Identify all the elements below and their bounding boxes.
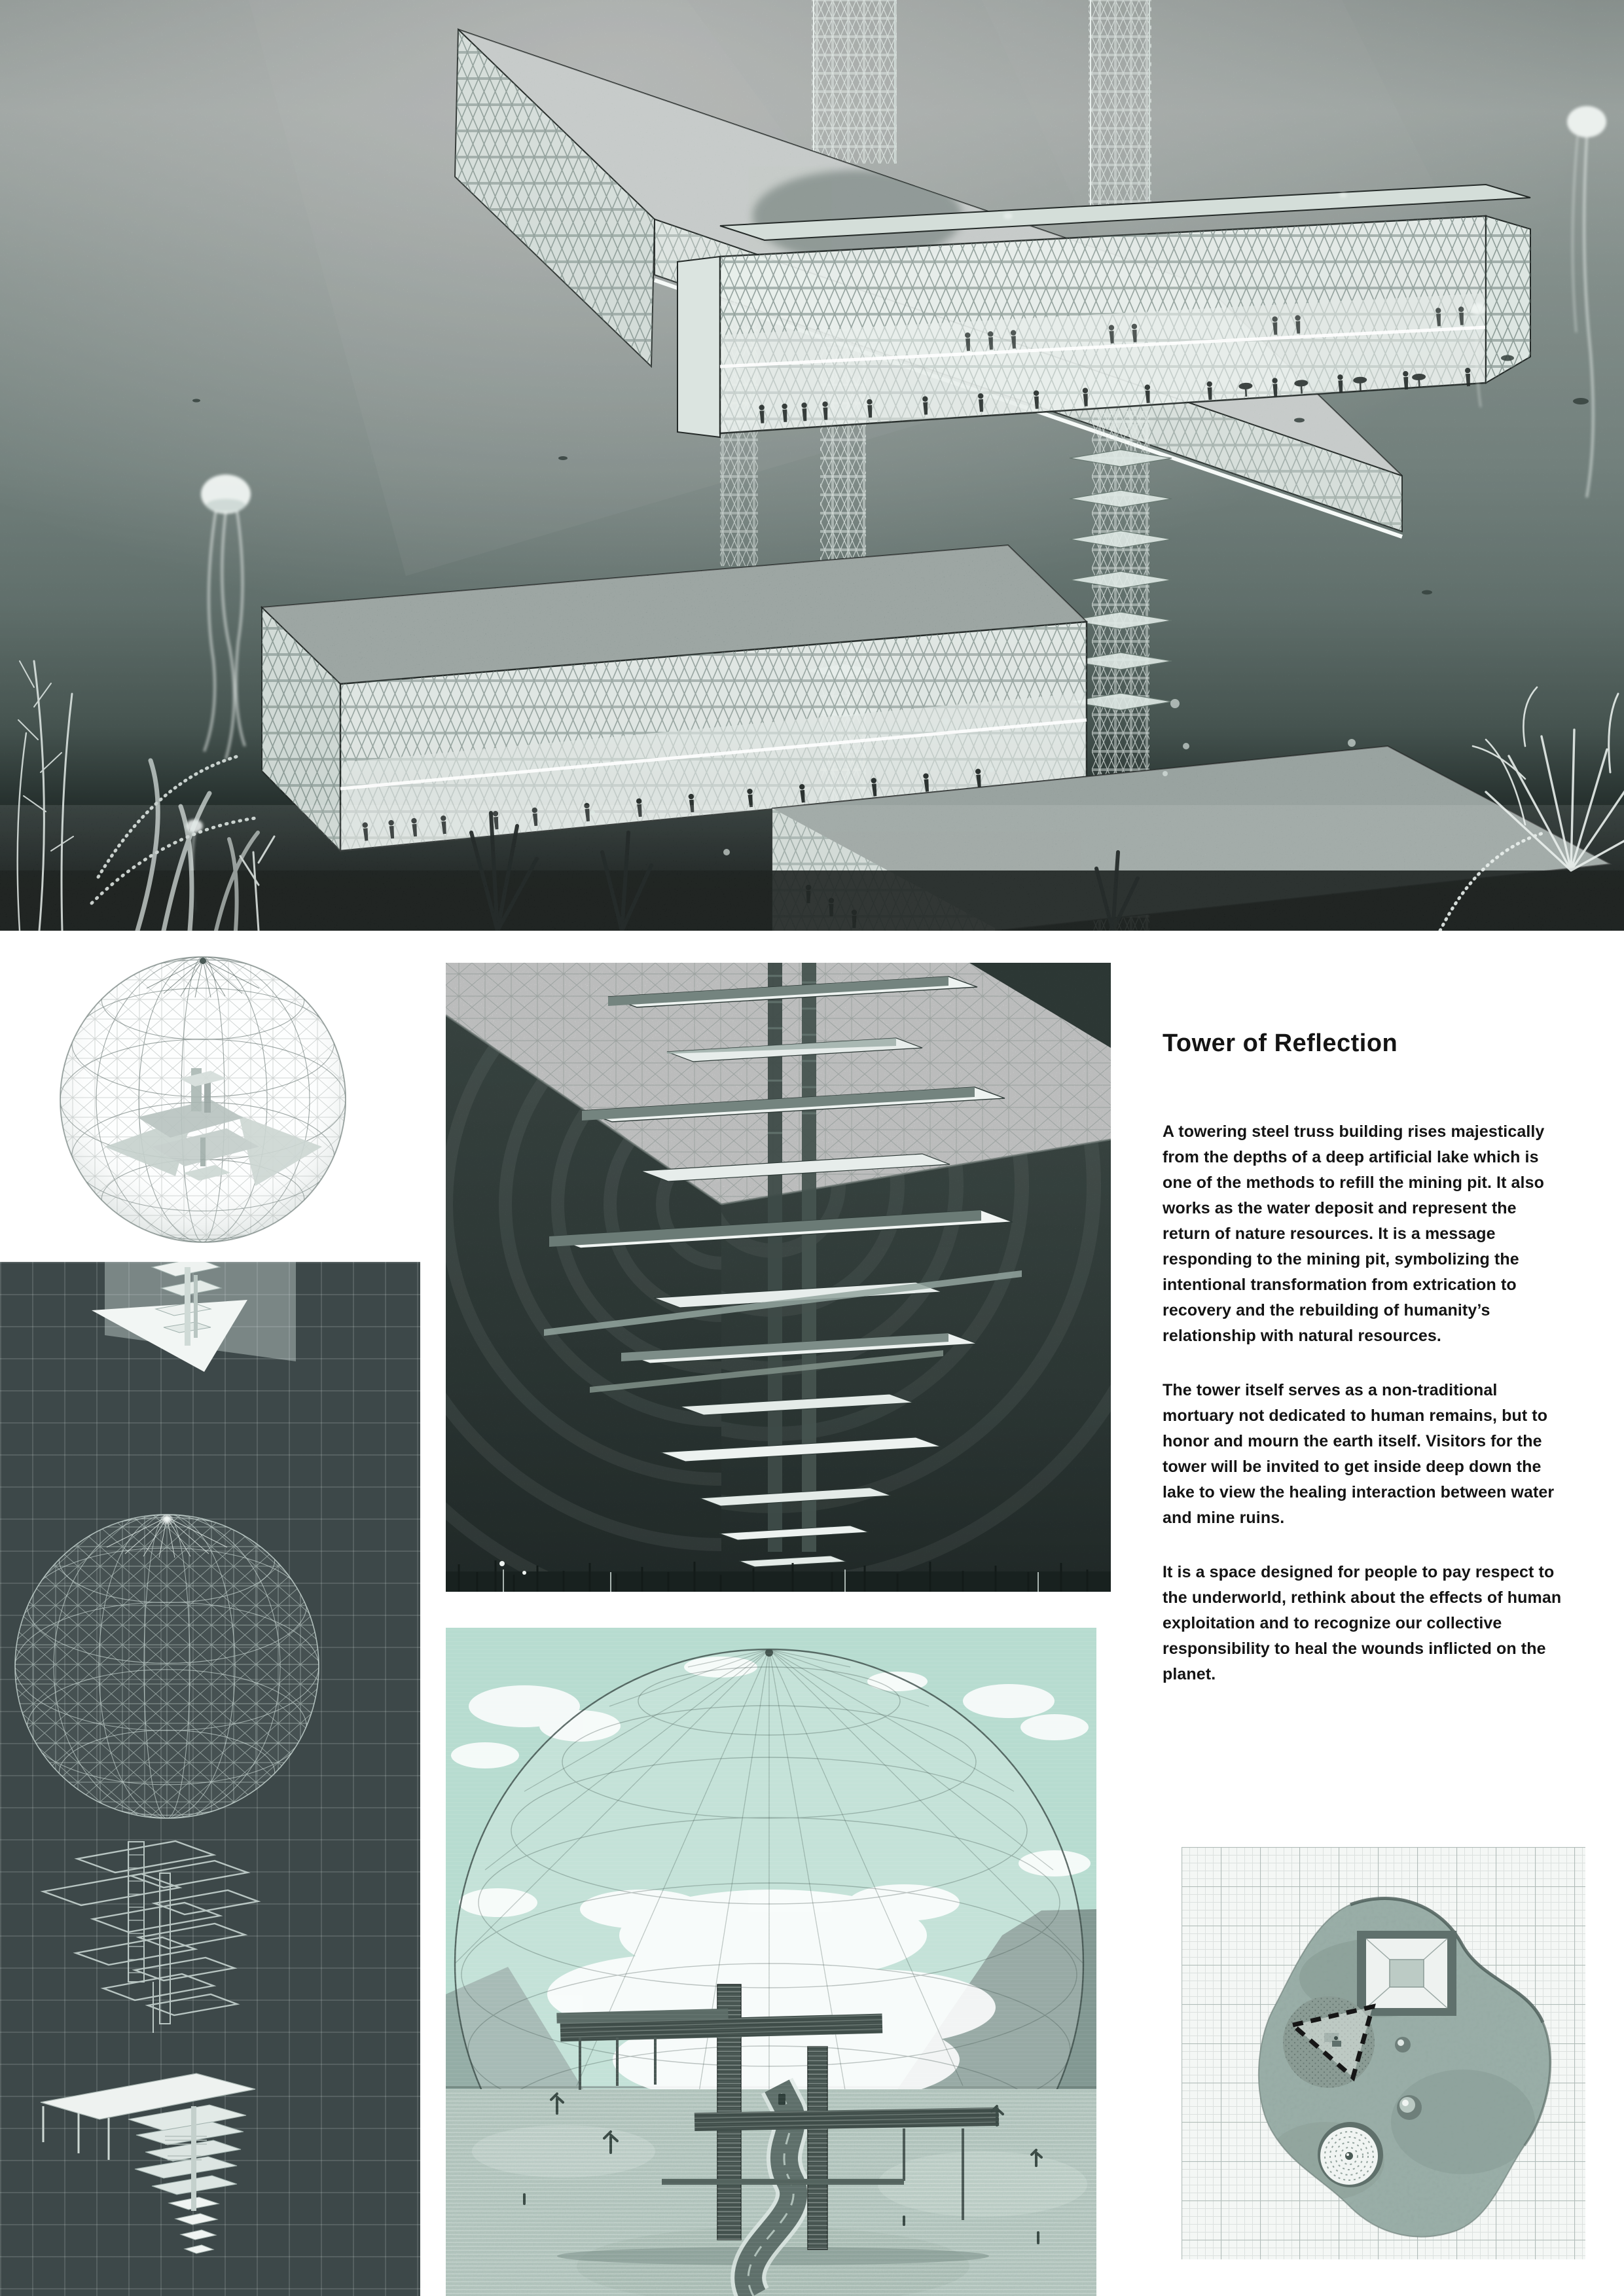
wireframe-sphere: [39, 950, 367, 1253]
dome-site-circle: [1283, 1996, 1375, 2088]
sphere-diagram-canvas: [39, 950, 367, 1253]
wireframe-sphere-dark: [15, 1515, 319, 1818]
mining-pit-canvas: [446, 963, 1111, 1592]
underwater-towers-render: [0, 0, 1624, 931]
truss-tower-upper-right: [1089, 0, 1151, 216]
site-plan: [1182, 1847, 1585, 2259]
projection-overlay: [92, 1262, 296, 1372]
description-paragraph-1: A towering steel truss building rises majestically from the depths of a deep artificial lake which is one of the methods to refill the mining pit. It also works as the water deposit and represent the return of nature resources. It is a message responding to the mining pit, symbolizing the intentional transformation from extrication to recovery and the rebuilding of humanity’s relationship with natural resources.: [1163, 1122, 1545, 1345]
site-plan-canvas: [1182, 1847, 1585, 2259]
description-paragraph-2: The tower itself serves as a non-traditional mortuary not dedicated to human remains, but to honor and mourn the earth itself. Visitors for the tower will be invited to get inside deep down the lake to view the healing interaction between water and mine ruins.: [1163, 1381, 1555, 1527]
mining-pit-render: [446, 963, 1111, 1592]
page-title: Tower of Reflection: [1163, 1030, 1398, 1057]
spiral-ramp-plan: [1318, 2122, 1383, 2187]
underwater-render-canvas: [0, 0, 1624, 931]
geodesic-sphere-diagram: [39, 950, 367, 1253]
solid-axon-tower: [41, 2073, 255, 2253]
axonometric-panel: [0, 1262, 420, 2296]
dome-render: [446, 1628, 1096, 2296]
pit-building-plan: [1357, 1931, 1456, 2016]
project-description: [1163, 1029, 1587, 1716]
truss-tower-upper-left: [812, 0, 897, 164]
outline-axon-stack: [43, 1841, 258, 2033]
description-paragraph-3: It is a space designed for people to pay respect to the underworld, rethink about the effects of human exploitation and to recognize our collective responsibility to heal the wounds inflicted on the planet.: [1163, 1563, 1562, 1683]
axonometric-panel-canvas: [0, 1262, 420, 2296]
dome-canvas: [446, 1628, 1096, 2296]
